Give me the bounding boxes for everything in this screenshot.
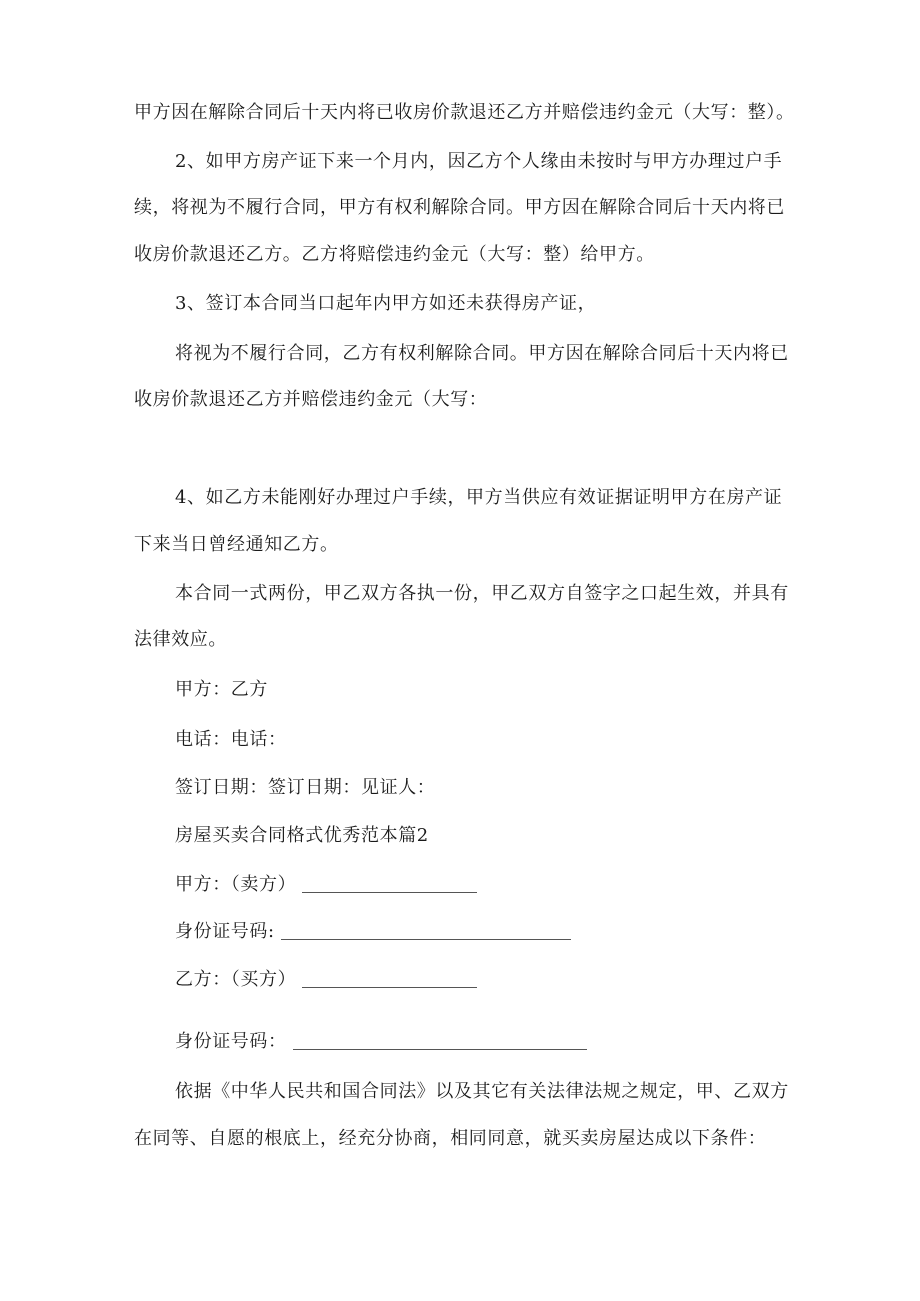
id-number-blank-b: [293, 1031, 587, 1050]
paragraph-line: 将视为不履行合同，乙方有权利解除合同。甲方因在解除合同后十天内将已: [175, 343, 789, 364]
party-b-field: [175, 968, 477, 992]
paragraph-line: 本合同一式两份，甲乙双方各执一份，甲乙双方自签字之口起生效，并具有: [175, 583, 789, 604]
party-b-label: 乙方：（买方）: [175, 969, 297, 990]
paragraph-line: 甲方因在解除合同后十天内将已收房价款退还乙方并赔偿违约金元（大写：整）。: [134, 102, 795, 123]
phone-line: 电话：电话：: [175, 729, 287, 750]
id-number-label-a: 身份证号码:: [175, 921, 275, 942]
paragraph-line: 下来当日曾经通知乙方。: [134, 534, 339, 555]
paragraph-line: 收房价款退还乙方。乙方将赔偿违约金元（大写：整）给甲方。: [134, 244, 655, 265]
signature-parties-line: 甲方：乙方: [175, 679, 268, 700]
paragraph-line: 收房价款退还乙方并赔偿违约金元（大写：: [134, 389, 488, 410]
id-number-field-b: [175, 1030, 587, 1054]
paragraph-line: 法律效应。: [134, 629, 227, 650]
party-a-label: 甲方：（卖方）: [175, 874, 297, 895]
party-b-blank: [302, 969, 477, 988]
party-a-blank: [302, 874, 477, 893]
id-number-label-b: 身份证号码：: [175, 1031, 287, 1052]
id-number-blank-a: [281, 921, 571, 940]
paragraph-line: 依据《中华人民共和国合同法》以及其它有关法律法规之规定，甲、乙双方: [175, 1081, 789, 1102]
party-a-field: [175, 873, 477, 897]
paragraph-line: 3、签订本合同当口起年内甲方如还未获得房产证，: [175, 293, 597, 314]
id-number-field-a: [175, 920, 571, 944]
paragraph-line: 在同等、自愿的根底上，经充分协商，相同同意，就买卖房屋达成以下条件：: [134, 1128, 767, 1149]
paragraph-line: 续，将视为不履行合同，甲方有权利解除合同。甲方因在解除合同后十天内将已: [134, 197, 785, 218]
section-title: 房屋买卖合同格式优秀范本篇2: [175, 825, 429, 846]
sign-date-line: 签订日期：签订日期：见证人：: [175, 777, 436, 798]
paragraph-line: 4、如乙方未能刚好办理过户手续，甲方当供应有效证据证明甲方在房产证: [175, 487, 783, 508]
paragraph-line: 2、如甲方房产证下来一个月内，因乙方个人缘由未按时与甲方办理过户手: [175, 151, 783, 172]
